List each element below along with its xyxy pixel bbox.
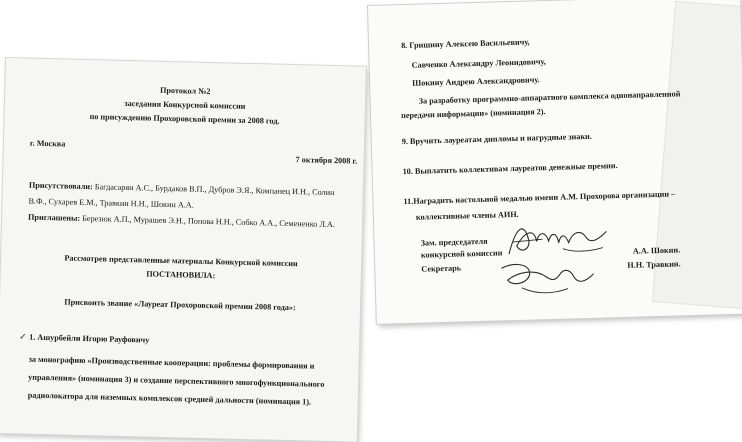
item1-name: 1. Ашурбейли Игорю Рауфовичу (29, 332, 150, 345)
item11-line-1: 11.Наградить настольной медалью имени А.М. Прохорова организации – (403, 189, 676, 207)
check-mark: ✓ (19, 331, 27, 342)
present-line-1 (29, 181, 335, 198)
invited-names: Березюк А.П., Мурашев Э.Н., Попова Н.Н., Собко А.А., Семененко Л.А. (82, 213, 336, 230)
award-line: Присвоить звание «Лауреат Прохоровской премии 2008 года»: (64, 297, 296, 313)
protocol-subtitle-1: заседания Конкурсной комиссии (124, 98, 246, 111)
item1-line-2: управления» (номинация 3) и создание перспективного многофункционального (28, 372, 325, 389)
present-names-2: В.Ф., Сухарев Е.М., Травкин Н.Н., Шокин А.А. (28, 196, 194, 210)
signature-travkin (493, 256, 604, 301)
item8-line-5: передачи информации» (номинация 2). (400, 107, 546, 121)
invited-line (28, 213, 335, 230)
item11-line-2: коллективные члены АИН. (415, 209, 519, 222)
invited-label: Приглашены: (28, 212, 81, 223)
item8-line-4: За разработку программно-аппаратного комплекса однонаправленной (418, 89, 681, 106)
present-names-1: Багдасарян А.С., Бурдаков В.П., Дубров Э.Я., Компанец И.Н., Солин (94, 182, 335, 198)
protocol-title: Протокол №2 (159, 85, 211, 97)
protocol-page (0, 58, 366, 442)
item8-line-2: Савченко Александру Леонидовичу, (411, 57, 546, 70)
present-label: Присутствовали: (28, 180, 93, 192)
item1-line-3: радиолокатора для наземных комплексов средней дальности (номинация 1). (27, 390, 312, 407)
resolved-heading: ПОСТАНОВИЛА: (146, 269, 216, 281)
item1-line-1: за монографию «Производственные кооперации: проблемы формирования и (28, 354, 315, 371)
deputy-chair-line-2: конкурсной комиссии (420, 248, 503, 260)
item8-line-1: 8. Гришину Алексею Васильевичу, (400, 37, 530, 51)
protocol-date: 7 октября 2008 г. (295, 155, 358, 166)
considered-line: Рассмотрев представленные материалы Конкурсной комиссии (64, 253, 298, 269)
secretary-label: Секретарь (421, 263, 462, 274)
secretary-name: Н.Н. Травкин. (627, 259, 681, 270)
deputy-chair-name: А.А. Шокин. (632, 245, 681, 256)
protocol-subtitle-2: по присуждению Прохоровской премии за 2008 год. (89, 112, 280, 126)
deputy-chair-line-1: Зам. председателя (420, 236, 488, 248)
item9: 9. Вручить лауреатам дипломы и нагрудные знаки. (401, 131, 593, 147)
item10: 10. Выплатить коллективам лауреатов денежные премии. (402, 161, 618, 177)
protocol-continuation-page (368, 0, 742, 324)
item8-line-3: Шокину Андрею Александровичу. (412, 75, 540, 88)
protocol-city: г. Москва (29, 138, 66, 149)
